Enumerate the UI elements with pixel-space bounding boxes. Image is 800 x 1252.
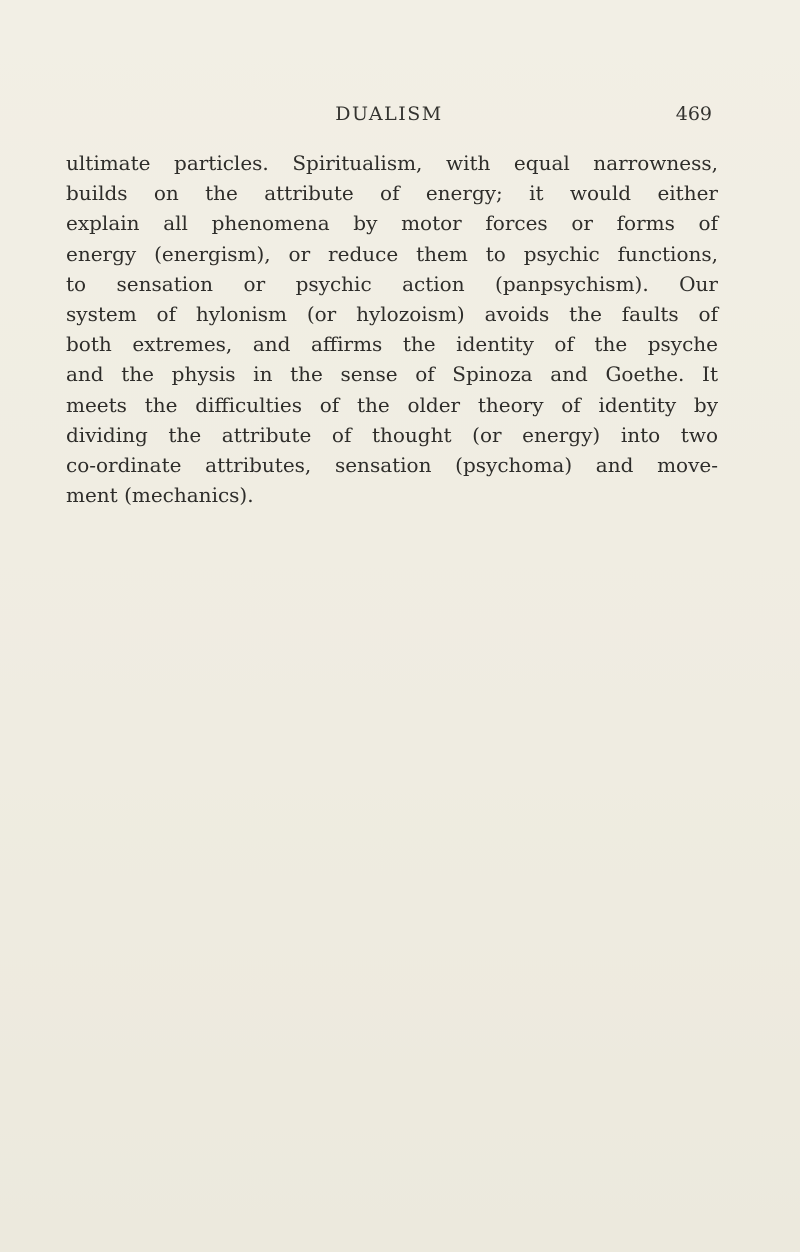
text-line: both extremes, and affirms the identity of the psyche bbox=[66, 332, 718, 357]
running-head bbox=[66, 103, 712, 133]
text-line: meets the difficulties of the older theory of identity by bbox=[66, 392, 718, 417]
body-paragraph bbox=[66, 148, 718, 510]
text-line: co-ordinate attributes, sensation (psychoma) and move- bbox=[66, 453, 718, 478]
text-line: energy (energism), or reduce them to psychic functions, bbox=[66, 241, 718, 266]
text-line: dividing the attribute of thought (or energy) into two bbox=[66, 422, 718, 447]
text-line: ultimate particles. Spiritualism, with equal narrowness, bbox=[66, 151, 718, 175]
text-line: builds on the attribute of energy; it would either bbox=[66, 181, 718, 206]
text-line: explain all phenomena by motor forces or forms of bbox=[66, 211, 718, 236]
text-line: system of hylonism (or hylozoism) avoids the faults of bbox=[66, 302, 718, 327]
running-title: DUALISM bbox=[335, 103, 443, 125]
text-line: and the physis in the sense of Spinoza and Goethe. It bbox=[66, 362, 718, 387]
page-number: 469 bbox=[675, 103, 712, 125]
text-line: to sensation or psychic action (panpsychism). Our bbox=[66, 271, 718, 296]
text-line: ment (mechanics). bbox=[66, 483, 254, 508]
